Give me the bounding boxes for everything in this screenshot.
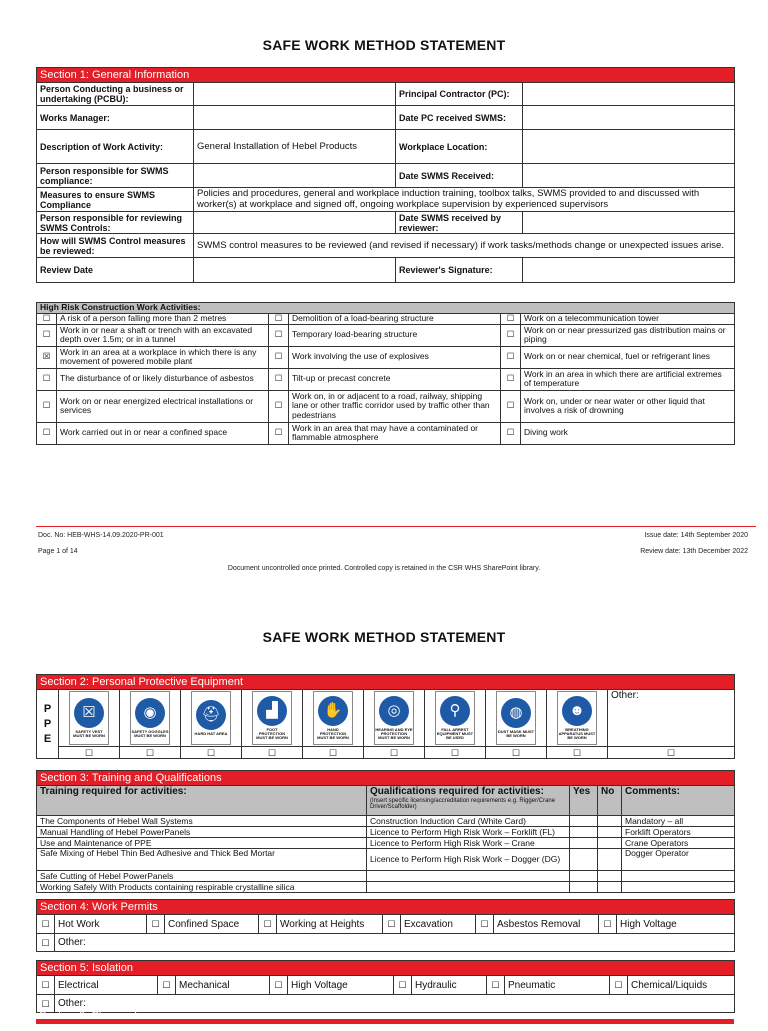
training-item: The Components of Hebel Wall Systems bbox=[37, 816, 367, 827]
dust-mask-icon: ◍ bbox=[501, 698, 531, 728]
training-item: Use and Maintenance of PPE bbox=[37, 838, 367, 849]
training-item: Working Safely With Products containing respirable crystalline silica bbox=[37, 882, 367, 893]
ppe-checkbox[interactable]: ☐ bbox=[59, 747, 120, 759]
qualification-item bbox=[367, 882, 570, 893]
isolation-checkbox[interactable]: ☐ bbox=[158, 976, 176, 995]
high-risk-item: A risk of a person falling more than 2 metres bbox=[57, 313, 269, 324]
section6-header: Section 6: Chemicals bbox=[36, 1019, 734, 1024]
high-risk-item: Work in an area at a workplace in which there is any movement of powered mobile plant bbox=[57, 346, 269, 368]
high-risk-item: Work on, in or adjacent to a road, railway, shipping lane or other traffic corridor used by traffic other than pedestrians bbox=[289, 390, 501, 422]
qualification-item: Licence to Perform High Risk Work – Dogger (DG) bbox=[367, 849, 570, 871]
high-risk-checkbox[interactable]: ☐ bbox=[269, 346, 289, 368]
measures-field[interactable]: Policies and procedures, general and workplace induction training, toolbox talks, SWMS provided to and discussed with worker(s) at workplace and signed off, ongoing workplace supervision by experienced supervisors bbox=[194, 188, 735, 212]
high-risk-checkbox[interactable]: ☐ bbox=[501, 313, 521, 324]
high-risk-item: Work on, under or near water or other liquid that involves a risk of drowning bbox=[521, 390, 735, 422]
comment-item: Forklift Operators bbox=[622, 827, 735, 838]
high-risk-item: Tilt-up or precast concrete bbox=[289, 368, 501, 390]
hearing-icon: ◎ bbox=[379, 696, 409, 726]
page-title: SAFE WORK METHOD STATEMENT bbox=[262, 37, 506, 53]
comment-item bbox=[622, 882, 735, 893]
yes-cell[interactable] bbox=[570, 816, 598, 827]
section2-header: Section 2: Personal Protective Equipment bbox=[37, 675, 735, 690]
no-cell[interactable] bbox=[598, 816, 622, 827]
section4-header: Section 4: Work Permits bbox=[37, 900, 735, 915]
permit-checkbox[interactable]: ☐ bbox=[147, 915, 165, 934]
yes-cell[interactable] bbox=[570, 882, 598, 893]
qualifications-header: Qualifications required for activities: (Insert specific licensing/accreditation requirements e.g. Rigger/Crane Driver/Scaffolder) bbox=[367, 786, 570, 816]
high-risk-item: Work carried out in or near a confined space bbox=[57, 422, 269, 444]
high-risk-item: Diving work bbox=[521, 422, 735, 444]
doc-number: Doc. No: HEB-WHS-14.09.2020-PR-001 bbox=[38, 532, 164, 539]
how-reviewed-label: How will SWMS Control measures be reviewed: bbox=[37, 234, 194, 258]
high-risk-item: Temporary load-bearing structure bbox=[289, 324, 501, 346]
measures-label: Measures to ensure SWMS Compliance bbox=[37, 188, 194, 212]
goggles-icon: ◉ bbox=[135, 698, 165, 728]
ppe-checkbox[interactable]: ☐ bbox=[181, 747, 242, 759]
footer-divider bbox=[36, 526, 756, 527]
date-pc-received-label: Date PC received SWMS: bbox=[396, 106, 523, 130]
high-risk-checkbox[interactable]: ☐ bbox=[501, 368, 521, 390]
high-risk-checkbox[interactable]: ☐ bbox=[269, 390, 289, 422]
no-cell[interactable] bbox=[598, 838, 622, 849]
isolation-checkbox[interactable]: ☐ bbox=[37, 976, 55, 995]
ppe-sign: ◉ SAFETY GOGGLES MUST BE WORN bbox=[120, 690, 181, 747]
ppe-sign: ☻ BREATHING APPARATUS MUST BE WORN bbox=[547, 690, 608, 747]
hard-hat-icon: ⛑ bbox=[196, 700, 226, 730]
ppe-sign: ▟ FOOT PROTECTION MUST BE WORN bbox=[242, 690, 303, 747]
ppe-sign: ⛑ HARD HAT AREA bbox=[181, 690, 242, 747]
isolation-checkbox[interactable]: ☐ bbox=[610, 976, 628, 995]
page-number: Page 1 of 14 bbox=[38, 548, 78, 555]
section4-table bbox=[36, 899, 735, 952]
reviewing-person-field[interactable] bbox=[194, 212, 396, 234]
yes-cell[interactable] bbox=[570, 838, 598, 849]
high-risk-checkbox[interactable]: ☐ bbox=[37, 313, 57, 324]
high-risk-item: Work involving the use of explosives bbox=[289, 346, 501, 368]
ppe-sign: ☒ SAFETY VEST MUST BE WORN bbox=[59, 690, 120, 747]
training-item: Safe Mixing of Hebel Thin Bed Adhesive and Thick Bed Mortar bbox=[37, 849, 367, 871]
date-swms-received-label: Date SWMS Received: bbox=[396, 164, 523, 188]
isolation-checkbox[interactable]: ☐ bbox=[394, 976, 412, 995]
qualification-item: Licence to Perform High Risk Work – Crane bbox=[367, 838, 570, 849]
ppe-other-field[interactable]: Other: bbox=[608, 690, 735, 747]
permit-checkbox[interactable]: ☐ bbox=[383, 915, 401, 934]
ppe-checkbox[interactable]: ☐ bbox=[425, 747, 486, 759]
work-activity-field[interactable]: General Installation of Hebel Products bbox=[194, 130, 396, 164]
training-item: Safe Cutting of Hebel PowerPanels bbox=[37, 871, 367, 882]
permit-excavation: Excavation bbox=[401, 915, 476, 934]
qualification-item: Licence to Perform High Risk Work – Forklift (FL) bbox=[367, 827, 570, 838]
vest-icon: ☒ bbox=[74, 698, 104, 728]
qualifications-subheader: (Insert specific licensing/accreditation requirements e.g. Rigger/Crane Driver/Scaffolder) bbox=[370, 797, 556, 810]
isolation-hydraulic: Hydraulic bbox=[412, 976, 487, 995]
qualification-item bbox=[367, 871, 570, 882]
section1-header: Section 1: General Information bbox=[37, 68, 735, 83]
pcbu-field[interactable] bbox=[194, 83, 396, 106]
high-risk-checkbox[interactable]: ☒ bbox=[37, 346, 57, 368]
gloves-icon: ✋ bbox=[318, 696, 348, 726]
permit-checkbox[interactable]: ☐ bbox=[476, 915, 494, 934]
review-date-label: Review Date bbox=[37, 258, 194, 283]
how-reviewed-field[interactable]: SWMS control measures to be reviewed (and revised if necessary) if work tasks/methods change or unexpected issues arise. bbox=[194, 234, 735, 258]
comment-item: Mandatory – all bbox=[622, 816, 735, 827]
isolation-checkbox[interactable]: ☐ bbox=[487, 976, 505, 995]
high-risk-checkbox[interactable]: ☐ bbox=[37, 368, 57, 390]
no-cell[interactable] bbox=[598, 871, 622, 882]
section3-table bbox=[36, 770, 735, 893]
section2-table bbox=[36, 674, 735, 759]
isolation-pneumatic: Pneumatic bbox=[505, 976, 610, 995]
permit-confined-space: Confined Space bbox=[165, 915, 259, 934]
date-reviewed-field[interactable] bbox=[523, 212, 735, 234]
permit-high-voltage: High Voltage bbox=[617, 915, 735, 934]
high-risk-checkbox[interactable]: ☐ bbox=[501, 422, 521, 444]
no-header: No bbox=[598, 786, 622, 816]
breathing-icon: ☻ bbox=[562, 696, 592, 726]
ppe-sign: ⚲ FALL ARREST EQUIPMENT MUST BE USED bbox=[425, 690, 486, 747]
swms-compliance-person-field[interactable] bbox=[194, 164, 396, 188]
section5-table bbox=[36, 960, 735, 1013]
date-reviewed-label: Date SWMS received by reviewer: bbox=[396, 212, 523, 234]
principal-contractor-field[interactable] bbox=[523, 83, 735, 106]
no-cell[interactable] bbox=[598, 849, 622, 871]
workplace-location-field[interactable] bbox=[523, 130, 735, 164]
isolation-other-field[interactable]: Other: bbox=[55, 995, 735, 1013]
qualification-item: Construction Induction Card (White Card) bbox=[367, 816, 570, 827]
permit-hot-work: Hot Work bbox=[55, 915, 147, 934]
permit-other-checkbox[interactable]: ☐ bbox=[37, 934, 55, 952]
comment-item: Dogger Operator bbox=[622, 849, 735, 871]
principal-contractor-label: Principal Contractor (PC): bbox=[396, 83, 523, 106]
isolation-other-checkbox[interactable]: ☐ bbox=[37, 995, 55, 1013]
yes-cell[interactable] bbox=[570, 827, 598, 838]
works-manager-field[interactable] bbox=[194, 106, 396, 130]
high-risk-header: High Risk Construction Work Activities: bbox=[37, 303, 735, 314]
works-manager-label: Works Manager: bbox=[37, 106, 194, 130]
date-swms-received-field[interactable] bbox=[523, 164, 735, 188]
uncontrolled-notice: Document uncontrolled once printed. Controlled copy is retained in the CSR WHS SharePoint library. bbox=[227, 565, 541, 572]
high-risk-checkbox[interactable]: ☐ bbox=[501, 390, 521, 422]
ppe-checkbox[interactable]: ☐ bbox=[608, 747, 735, 759]
high-risk-checkbox[interactable]: ☐ bbox=[269, 422, 289, 444]
permit-asbestos-removal: Asbestos Removal bbox=[494, 915, 599, 934]
isolation-mechanical: Mechanical bbox=[176, 976, 270, 995]
high-risk-item: Work on a telecommunication tower bbox=[521, 313, 735, 324]
pcbu-label: Person Conducting a business or undertaking (PCBU): bbox=[37, 83, 194, 106]
swms-compliance-person-label: Person responsible for SWMS compliance: bbox=[37, 164, 194, 188]
work-activity-label: Description of Work Activity: bbox=[37, 130, 194, 164]
training-header: Training required for activities: bbox=[37, 786, 367, 816]
high-risk-checkbox[interactable]: ☐ bbox=[501, 346, 521, 368]
high-risk-item: Work on or near chemical, fuel or refrigerant lines bbox=[521, 346, 735, 368]
ppe-sign: ✋ HAND PROTECTION MUST BE WORN bbox=[303, 690, 364, 747]
reviewer-signature-field[interactable] bbox=[523, 258, 735, 283]
ppe-checkbox[interactable]: ☐ bbox=[120, 747, 181, 759]
review-date: Review date: 13th December 2022 bbox=[640, 548, 748, 555]
ppe-checkbox[interactable]: ☐ bbox=[364, 747, 425, 759]
reviewing-person-label: Person responsible for reviewing SWMS Controls: bbox=[37, 212, 194, 234]
fall-arrest-icon: ⚲ bbox=[440, 696, 470, 726]
comment-item bbox=[622, 871, 735, 882]
high-risk-checkbox[interactable]: ☐ bbox=[37, 324, 57, 346]
high-risk-checkbox[interactable]: ☐ bbox=[269, 324, 289, 346]
date-pc-received-field[interactable] bbox=[523, 106, 735, 130]
comment-item: Crane Operators bbox=[622, 838, 735, 849]
high-risk-item: Work in an area in which there are artificial extremes of temperature bbox=[521, 368, 735, 390]
high-risk-item: Work on or near energized electrical installations or services bbox=[57, 390, 269, 422]
yes-cell[interactable] bbox=[570, 871, 598, 882]
high-risk-item: Work on or near pressurized gas distribution mains or piping bbox=[521, 324, 735, 346]
no-cell[interactable] bbox=[598, 827, 622, 838]
high-risk-checkbox[interactable]: ☐ bbox=[37, 390, 57, 422]
isolation-high-voltage: High Voltage bbox=[288, 976, 394, 995]
isolation-electrical: Electrical bbox=[55, 976, 158, 995]
yes-header: Yes bbox=[570, 786, 598, 816]
high-risk-item: The disturbance of or likely disturbance of asbestos bbox=[57, 368, 269, 390]
comments-header: Comments: bbox=[622, 786, 735, 816]
ppe-sign: ◍ DUST MASK MUST BE WORN bbox=[486, 690, 547, 747]
permit-checkbox[interactable]: ☐ bbox=[37, 915, 55, 934]
high-risk-item: Work in an area that may have a contaminated or flammable atmosphere bbox=[289, 422, 501, 444]
ppe-checkbox[interactable]: ☐ bbox=[242, 747, 303, 759]
yes-cell[interactable] bbox=[570, 849, 598, 871]
section1-table bbox=[36, 67, 735, 283]
ppe-checkbox[interactable]: ☐ bbox=[547, 747, 608, 759]
permit-working-at-heights: Working at Heights bbox=[277, 915, 383, 934]
permit-checkbox[interactable]: ☐ bbox=[599, 915, 617, 934]
high-risk-item: Demolition of a load-bearing structure bbox=[289, 313, 501, 324]
page-title-2: SAFE WORK METHOD STATEMENT bbox=[262, 629, 506, 645]
review-date-field[interactable] bbox=[194, 258, 396, 283]
no-cell[interactable] bbox=[598, 882, 622, 893]
isolation-chemical-liquids: Chemical/Liquids bbox=[628, 976, 735, 995]
high-risk-item: Work in or near a shaft or trench with an excavated depth over 1.5m; or in a tunnel bbox=[57, 324, 269, 346]
workplace-location-label: Workplace Location: bbox=[396, 130, 523, 164]
ppe-checkbox[interactable]: ☐ bbox=[303, 747, 364, 759]
boots-icon: ▟ bbox=[257, 696, 287, 726]
high-risk-table bbox=[36, 302, 735, 445]
high-risk-checkbox[interactable]: ☐ bbox=[37, 422, 57, 444]
ppe-sign: ◎ HEARING AND EYE PROTECTION MUST BE WORN bbox=[364, 690, 425, 747]
high-risk-checkbox[interactable]: ☐ bbox=[269, 368, 289, 390]
issue-date: Issue date: 14th September 2020 bbox=[644, 532, 748, 539]
permit-checkbox[interactable]: ☐ bbox=[259, 915, 277, 934]
section3-header: Section 3: Training and Qualifications bbox=[37, 771, 735, 786]
isolation-checkbox[interactable]: ☐ bbox=[270, 976, 288, 995]
reviewer-signature-label: Reviewer's Signature: bbox=[396, 258, 523, 283]
ppe-checkbox[interactable]: ☐ bbox=[486, 747, 547, 759]
high-risk-checkbox[interactable]: ☐ bbox=[501, 324, 521, 346]
ppe-label: P P E bbox=[37, 690, 59, 759]
section5-header: Section 5: Isolation bbox=[37, 961, 735, 976]
high-risk-checkbox[interactable]: ☐ bbox=[269, 313, 289, 324]
training-item: Manual Handling of Hebel PowerPanels bbox=[37, 827, 367, 838]
permit-other-field[interactable]: Other: bbox=[55, 934, 735, 952]
